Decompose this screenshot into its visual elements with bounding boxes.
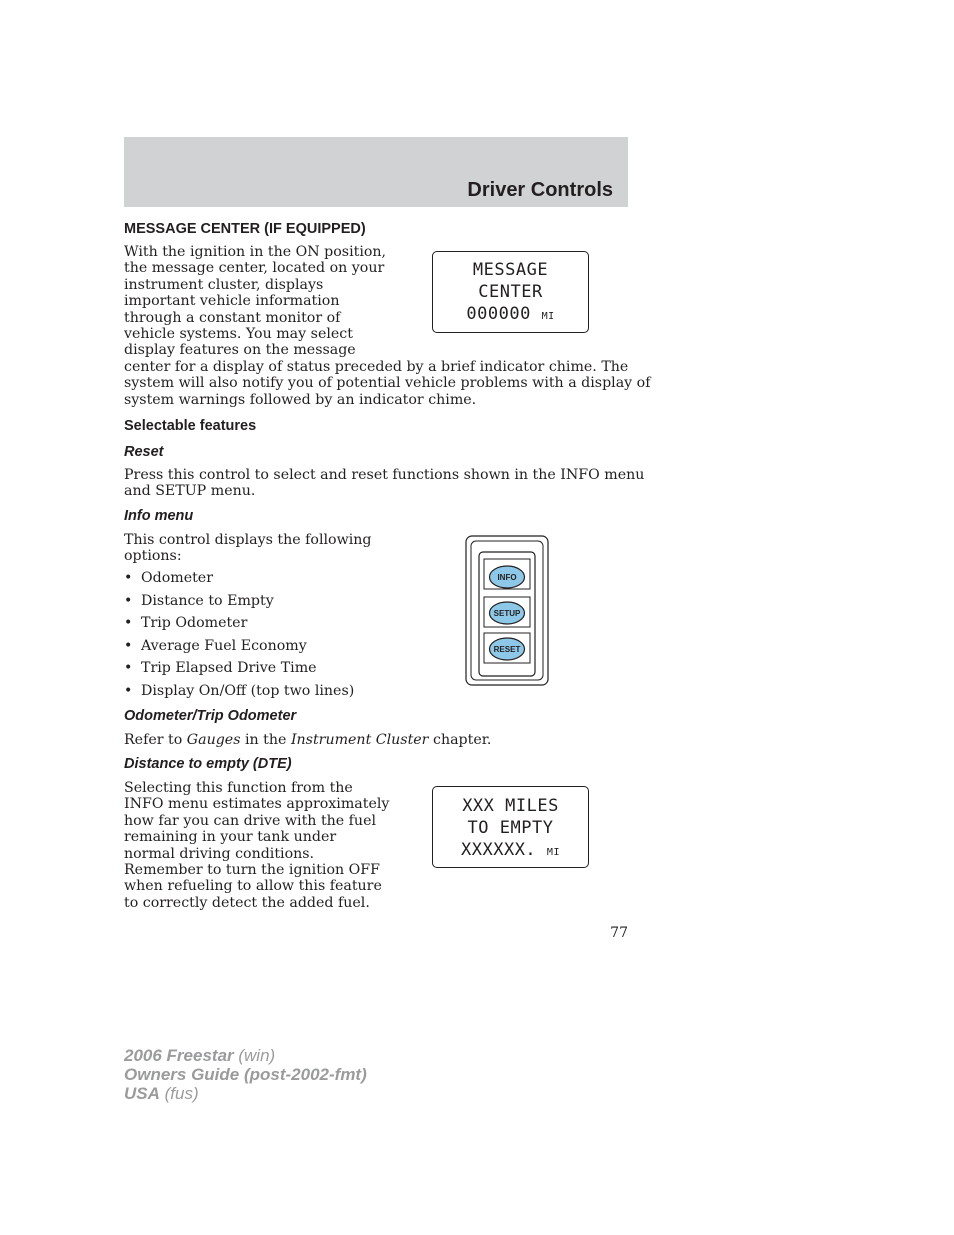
reset-heading: Reset	[124, 444, 164, 460]
list-item: • Odometer	[124, 570, 213, 586]
list-item: • Distance to Empty	[124, 592, 274, 609]
display-line-1: MESSAGE	[472, 260, 549, 280]
display-line-2: CENTER	[478, 282, 543, 302]
selectable-features-heading: Selectable features	[124, 418, 257, 434]
page-section-title: Driver Controls	[467, 179, 613, 201]
setup-button-label: SETUP	[493, 609, 521, 618]
message-center-intro: With the ignition in the ON position, the message center, located on your instrument cluster, displays important vehicle information through a constant monitor of vehicle systems. You may select display features on the message center for a display of status preceded by a brief indicator chime. The system will also notify you of potential vehicle problems with a display of system warnings followed by an indicator chime.	[124, 244, 651, 408]
list-item: • Display On/Off (top two lines)	[124, 682, 355, 699]
info-menu-intro: This control displays the following options:	[124, 532, 372, 565]
reset-text: Press this control to select and reset functions shown in the INFO menu and SETUP menu.	[124, 467, 645, 500]
info-button[interactable]	[484, 559, 530, 589]
header-band	[124, 137, 628, 207]
document-footer: 2006 Freestar (win) Owners Guide (post-2002-fmt) USA (fus)	[124, 1046, 367, 1103]
info-button-label: INFO	[497, 573, 517, 582]
info-menu-options	[124, 570, 354, 705]
odometer-heading: Odometer/Trip Odometer	[124, 708, 297, 724]
reset-button[interactable]	[484, 633, 530, 663]
setup-button[interactable]	[484, 597, 530, 627]
message-center-control-panel	[465, 535, 549, 687]
dte-display-line-3: XXXXXX. MI	[461, 840, 560, 860]
dte-display-line-2: TO EMPTY	[467, 818, 554, 838]
message-center-display	[432, 251, 589, 333]
info-menu-heading: Info menu	[124, 508, 194, 524]
reset-button-label: RESET	[493, 645, 521, 654]
dte-heading: Distance to empty (DTE)	[124, 756, 292, 772]
list-item: • Trip Elapsed Drive Time	[124, 660, 317, 676]
page-number: 77	[610, 925, 628, 941]
dte-display	[432, 786, 589, 868]
list-item: • Average Fuel Economy	[124, 637, 307, 654]
dte-display-line-1: XXX MILES	[462, 796, 559, 816]
odometer-text: Refer to Gauges in the Instrument Cluster chapter.	[124, 732, 492, 748]
message-center-heading: MESSAGE CENTER (IF EQUIPPED)	[124, 221, 366, 237]
list-item: • Trip Odometer	[124, 615, 248, 631]
display-line-3: 000000 MI	[466, 304, 555, 324]
dte-text: Selecting this function from the INFO menu estimates approximately how far you can drive with the fuel remaining in your tank under normal driving conditions. Remember to turn the ignition OFF when refueling to allow this feature to correctly detect the added fuel.	[124, 780, 390, 911]
